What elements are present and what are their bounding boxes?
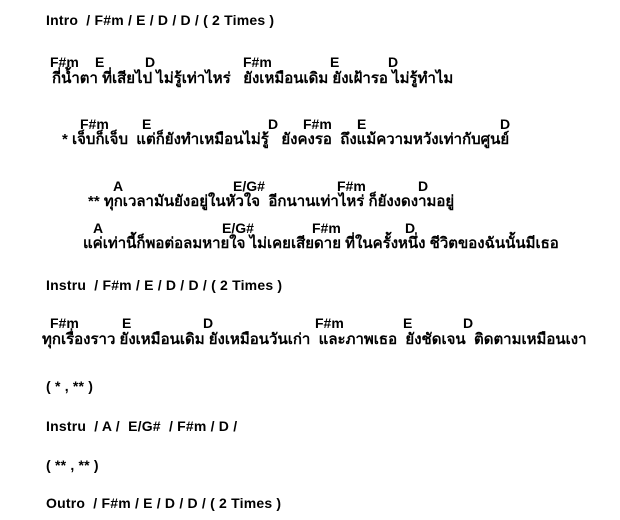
intro-line: Intro / F#m / E / D / D / ( 2 Times ) bbox=[46, 12, 275, 28]
chord-label: F#m bbox=[315, 315, 344, 331]
chord-label: E/G# bbox=[222, 220, 254, 236]
chord-label: F#m bbox=[312, 220, 341, 236]
chorus2-lyric-line: แค่เท่านี้ก็พอต่อลมหายใจ ไม่เคยเสียดาย ที่ในครั้งหนึ่ง ชีวิตของฉันนั้นมีเธอ bbox=[83, 235, 559, 252]
outro-line: Outro / F#m / E / D / D / ( 2 Times ) bbox=[46, 495, 282, 511]
chord-label: E bbox=[403, 315, 413, 331]
chorus1-lyric-line: ** ทุกเวลามันยังอยู่ในหัวใจ อีกนานเท่าไหร่ ก็ยังงดงามอยู่ bbox=[88, 193, 455, 210]
verse2-chord-line bbox=[0, 315, 620, 331]
verse2-lyric-line: ทุกเรื่องราว ยังเหมือนเดิม ยังเหมือนวันเก่า และภาพเธอ ยังชัดเจน ติดตามเหมือนเงา bbox=[42, 331, 587, 348]
chord-label: D bbox=[268, 116, 279, 132]
repeat-marks-2-line: ( ** , ** ) bbox=[46, 457, 99, 473]
chord-label: E bbox=[142, 116, 152, 132]
chord-label: E bbox=[330, 54, 340, 70]
chord-label: F#m bbox=[243, 54, 272, 70]
prechorus-lyric-line: * เจ็บก็เจ็บ แต่ก็ยังทำเหมือนไม่รู้ ยังคงรอ ถึงแม้ความหวังเท่ากับศูนย์ bbox=[62, 131, 510, 148]
verse1-lyric-line: กี่น้ำตา ที่เสียไป ไม่รู้เท่าไหร่ ยังเหมือนเดิม ยังเฝ้ารอ ไม่รู้ทำไม bbox=[52, 70, 454, 87]
repeat-marks-1-line: ( * , ** ) bbox=[46, 378, 94, 394]
chord-label: D bbox=[203, 315, 214, 331]
prechorus-chord-line bbox=[0, 116, 620, 132]
instru1-line: Instru / F#m / E / D / D / ( 2 Times ) bbox=[46, 277, 283, 293]
chord-label: D bbox=[145, 54, 156, 70]
chord-label: D bbox=[418, 178, 429, 194]
chord-label: F#m bbox=[50, 54, 79, 70]
chord-label: E bbox=[357, 116, 367, 132]
chord-label: F#m bbox=[337, 178, 366, 194]
chord-label: E bbox=[122, 315, 132, 331]
chord-label: F#m bbox=[80, 116, 109, 132]
chord-label: F#m bbox=[50, 315, 79, 331]
chord-label: D bbox=[388, 54, 399, 70]
chord-label: D bbox=[500, 116, 511, 132]
chorus2-chord-line bbox=[0, 220, 620, 236]
chorus1-chord-line bbox=[0, 178, 620, 194]
chord-label: E bbox=[95, 54, 105, 70]
chord-label: E/G# bbox=[233, 178, 265, 194]
chord-label: A bbox=[113, 178, 124, 194]
chord-label: D bbox=[463, 315, 474, 331]
verse1-chord-line bbox=[0, 54, 620, 70]
instru2-line: Instru / A / E/G# / F#m / D / bbox=[46, 418, 238, 434]
chord-label: F#m bbox=[303, 116, 332, 132]
chord-label: D bbox=[405, 220, 416, 236]
chord-label: A bbox=[93, 220, 104, 236]
